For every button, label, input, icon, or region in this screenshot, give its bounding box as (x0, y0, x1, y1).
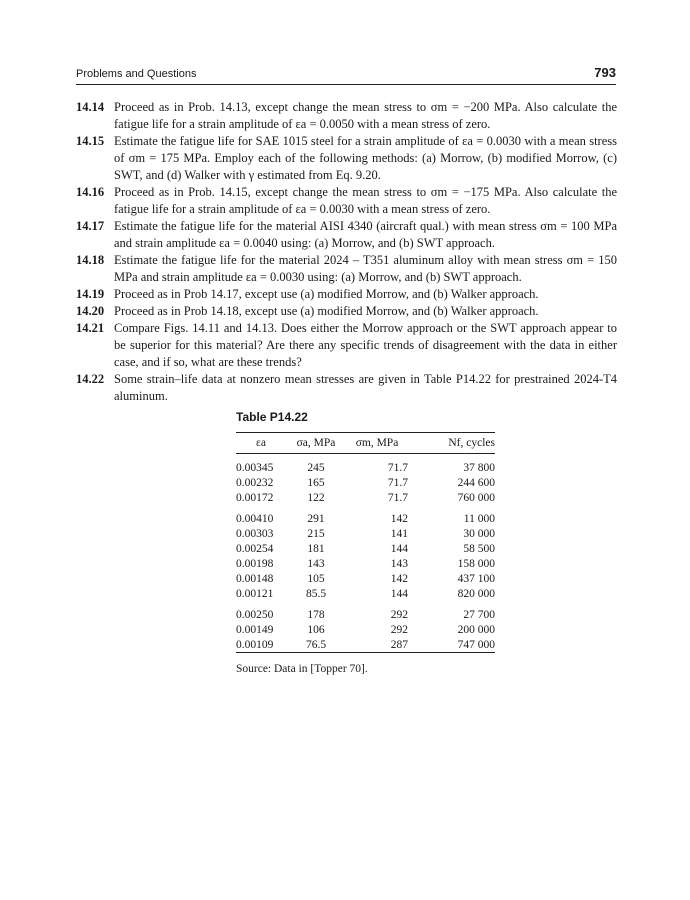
table-cell: 144 (390, 542, 408, 555)
table-cell: 0.00149 (236, 623, 274, 636)
problem-text: Proceed as in Prob. 14.15, except change the mean stress to σm = −175 MPa. Also calculate the fatigue life for a strain amplitude of εa = 0.0030 with a mean stress of zero. (114, 185, 617, 216)
table-row (236, 622, 495, 637)
problem-number: 14.17 (76, 219, 105, 233)
problem-number: 14.19 (76, 287, 105, 301)
problem-item (76, 218, 617, 252)
table-row (236, 490, 495, 505)
running-title: Problems and Questions (76, 68, 197, 80)
table-cell: 141 (390, 527, 408, 540)
problem-item (76, 286, 617, 303)
problem-number: 14.20 (76, 304, 105, 318)
problem-text: Estimate the fatigue life for the material 2024 – T351 aluminum alloy with mean stress σm = 150 MPa and strain amplitude εa = 0.0030 using: (a) Morrow, and (b) SWT approach. (114, 253, 617, 284)
table-cell: 820 000 (457, 587, 495, 600)
table-cell: 37 800 (463, 461, 495, 474)
problem-text: Estimate the fatigue life for the material AISI 4340 (aircraft qual.) with mean stress σm = 100 MPa and strain amplitude εa = 0.0040 using: (a) Morrow, and (b) SWT approach. (114, 219, 617, 250)
table-row (236, 475, 495, 490)
problem-item (76, 133, 617, 184)
problem-item (76, 320, 617, 371)
problem-number: 14.18 (76, 253, 105, 267)
table-cell: 0.00410 (236, 512, 274, 525)
table-cell: 122 (307, 491, 325, 504)
table-cell: 287 (390, 638, 408, 651)
column-header: σm, MPa (346, 433, 414, 454)
table-cell: 181 (307, 542, 325, 555)
table-cell: 105 (307, 572, 325, 585)
table-cell: 215 (307, 527, 325, 540)
table-cell: 291 (307, 512, 325, 525)
table-cell: 0.00303 (236, 527, 274, 540)
problem-number: 14.14 (76, 100, 105, 114)
table-cell: 143 (390, 557, 408, 570)
table-cell: 760 000 (457, 491, 495, 504)
problem-number: 14.15 (76, 134, 105, 148)
table-cell: 0.00109 (236, 638, 274, 651)
table-row (236, 571, 495, 586)
table-row (236, 556, 495, 571)
table-row (236, 637, 495, 653)
table-cell: 27 700 (463, 608, 495, 621)
table-row (236, 505, 495, 526)
table-row (236, 541, 495, 556)
table-cell: 0.00198 (236, 557, 274, 570)
problem-item (76, 252, 617, 286)
table-cell: 0.00148 (236, 572, 274, 585)
problem-item (76, 303, 617, 320)
table-row (236, 526, 495, 541)
problem-text: Estimate the fatigue life for SAE 1015 steel for a strain amplitude of εa = 0.0030 with a mean stress of σm = 175 MPa. Employ each of the following methods: (a) Morrow, (b) modified Morrow, (c) SWT, and (d) Walker with γ estimated from Eq. 9.20. (114, 134, 617, 182)
table-cell: 58 500 (463, 542, 495, 555)
page-number: 793 (594, 65, 616, 80)
problem-text: Proceed as in Prob. 14.13, except change the mean stress to σm = −200 MPa. Also calculate the fatigue life for a strain amplitude of εa = 0.0050 with a mean stress of zero. (114, 100, 617, 131)
problem-text: Proceed as in Prob 14.17, except use (a) modified Morrow, and (b) Walker approach. (114, 287, 539, 301)
column-header: σa, MPa (286, 433, 346, 454)
table-cell: 71.7 (387, 491, 408, 504)
table-cell: 158 000 (457, 557, 495, 570)
column-header: Nf, cycles (414, 433, 495, 454)
table-cell: 292 (390, 623, 408, 636)
table-cell: 0.00345 (236, 461, 274, 474)
table-row (236, 586, 495, 601)
table-cell: 200 000 (457, 623, 495, 636)
column-header: εa (236, 433, 286, 454)
table-caption: Table P14.22 (236, 410, 308, 424)
table-cell: 76.5 (305, 638, 327, 651)
table-cell: 0.00250 (236, 608, 274, 621)
problem-item (76, 99, 617, 133)
table-cell: 165 (307, 476, 325, 489)
table-cell: 0.00121 (236, 587, 274, 600)
table-source-note: Source: Data in [Topper 70]. (236, 663, 368, 675)
table-cell: 292 (390, 608, 408, 621)
problem-text: Proceed as in Prob 14.18, except use (a) modified Morrow, and (b) Walker approach. (114, 304, 539, 318)
table-cell: 71.7 (387, 476, 408, 489)
problem-text: Compare Figs. 14.11 and 14.13. Does either the Morrow approach or the SWT approach appear to be superior for this material? Are there any specific trends of disagreement with the data in either case, and if so, what are these trends? (114, 321, 617, 369)
data-table (236, 432, 495, 653)
table-row (236, 601, 495, 622)
table-cell: 144 (390, 587, 408, 600)
table-row (236, 454, 495, 476)
problem-text: Some strain–life data at nonzero mean stresses are given in Table P14.22 for prestrained 2024-T4 aluminum. (114, 372, 617, 403)
problem-number: 14.16 (76, 185, 105, 199)
table-cell: 106 (307, 623, 325, 636)
table-cell: 71.7 (387, 461, 408, 474)
table-cell: 747 000 (457, 638, 495, 651)
table-cell: 11 000 (463, 512, 495, 525)
table-cell: 143 (307, 557, 325, 570)
table-cell: 0.00172 (236, 491, 274, 504)
problem-list (76, 99, 617, 405)
table-cell: 245 (307, 461, 325, 474)
table-cell: 244 600 (457, 476, 495, 489)
table-cell: 142 (390, 572, 408, 585)
table-header-row (236, 433, 495, 454)
problem-item (76, 184, 617, 218)
table-cell: 0.00232 (236, 476, 274, 489)
problem-number: 14.21 (76, 321, 105, 335)
table-cell: 437 100 (457, 572, 495, 585)
problem-item (76, 371, 617, 405)
problem-number: 14.22 (76, 372, 105, 386)
table-cell: 30 000 (463, 527, 495, 540)
page-header (76, 64, 616, 85)
table-cell: 178 (307, 608, 325, 621)
table-cell: 85.5 (305, 587, 327, 600)
table-cell: 142 (390, 512, 408, 525)
table-cell: 0.00254 (236, 542, 274, 555)
